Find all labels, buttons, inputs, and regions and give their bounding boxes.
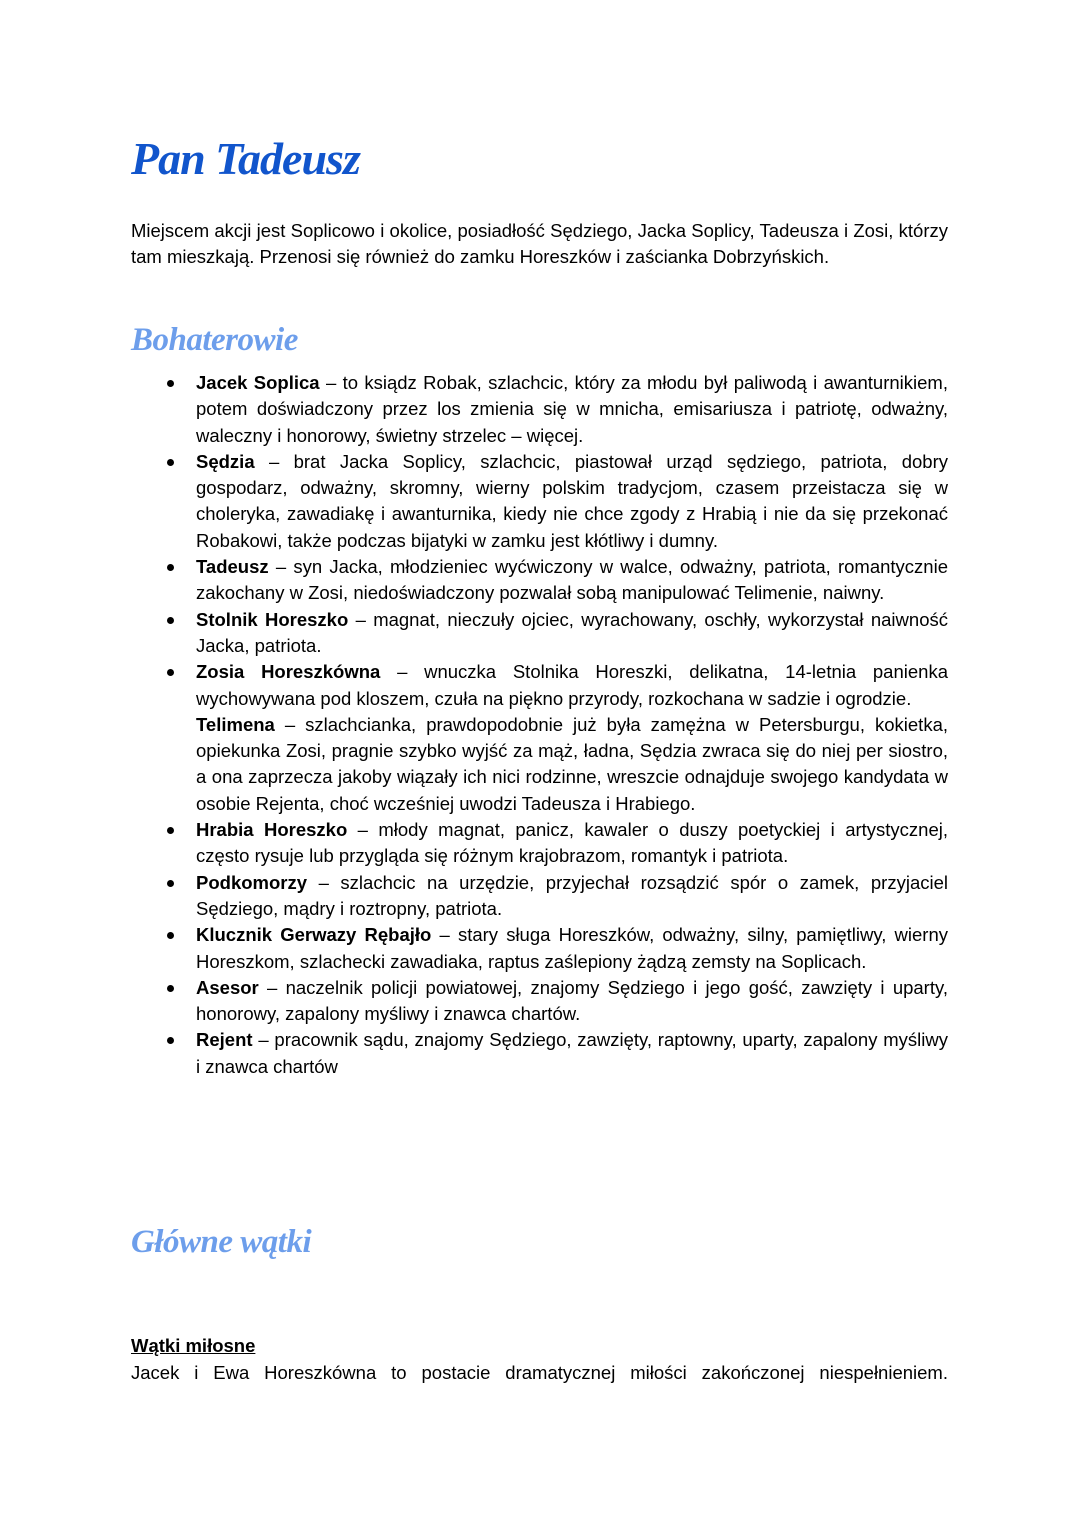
hero-desc: – szlachcianka, prawdopodobnie już była zamężna w Petersburgu, kokietka, opiekunka Zosi, pragnie szybko wyjść za mąż, ładna, Sędzia zwraca się do niej per siostro, a ona zaprzecza jakoby wiązały ich nici rodzinne, wreszcie odnajduje swojego kandydata w osobie Rejenta, choć wcześniej uwodzi Tadeusza i Hrabiego. <box>196 713 948 814</box>
hero-name: Klucznik Gerwazy Rębajło <box>196 924 432 946</box>
list-item <box>131 1027 948 1080</box>
hero-desc: – to ksiądz Robak, szlachcic, który za młodu był paliwodą i awanturnikiem, potem doświadczony przez los zmienia się w mnicha, emisariusza i patriotę, odważny, waleczny i honorowy, świetny strzelec – więcej. <box>196 372 948 446</box>
hero-desc: – pracownik sądu, znajomy Sędziego, zawzięty, raptowny, uparty, zapalony myśliwy i znawca chartów <box>196 1029 948 1077</box>
intro-paragraph: Miejscem akcji jest Soplicowo i okolice, posiadłość Sędziego, Jacka Soplicy, Tadeusza i Zosi, którzy tam mieszkają. Przenosi się również do zamku Horeszków i zaścianka Dobrzyńskich. <box>131 220 948 268</box>
hero-name: Rejent <box>196 1029 253 1051</box>
hero-name: Zosia Horeszkówna <box>196 661 381 683</box>
hero-desc: – brat Jacka Soplicy, szlachcic, piastował urząd sędziego, patriota, dobry gospodarz, odważny, skromny, wierny polskim tradycjom, czasem przeistacza się w choleryka, zawadiakę i awanturnika, kiedy nie chce zgody z Hrabią i nie da się przekonać Robakowi, także podczas bijatyki w zamku jest kłótliwy i dumny. <box>196 450 948 551</box>
list-item <box>131 607 948 660</box>
hero-name: Jacek Soplica <box>196 372 320 393</box>
list-item <box>131 975 948 1028</box>
hero-desc: – magnat, nieczuły ojciec, wyrachowany, oschły, wykorzystał naiwność Jacka, patriota. <box>196 608 948 656</box>
list-item <box>131 449 948 554</box>
hero-name: Sędzia <box>196 450 255 472</box>
hero-desc: – stary sługa Horeszków, odważny, silny, pamiętliwy, wierny Horeszkom, szlachecki zawadiaka, raptus zaślepiony żądzą zemsty na Soplicach. <box>196 924 949 972</box>
threads-heading: Główne wątki <box>131 1224 312 1260</box>
document-title: Pan Tadeusz <box>131 133 360 184</box>
list-item <box>131 370 948 449</box>
hero-name: Hrabia Horeszko <box>196 819 348 841</box>
hero-name: Tadeusz <box>196 556 269 578</box>
hero-name: Telimena <box>196 713 275 735</box>
hero-name: Asesor <box>196 976 259 998</box>
list-item <box>131 554 948 607</box>
hero-desc: – młody magnat, panicz, kawaler o duszy poetyckiej i artystycznej, często rysuje lub przygląda się różnym krajobrazom, romantyk i patriota. <box>196 819 948 867</box>
list-item <box>131 659 948 712</box>
hero-desc: – wnuczka Stolnika Horeszki, delikatna, 14-letnia panienka wychowywana pod kloszem, czuła na piękno przyrody, rozkochana w sadzie i ogrodzie. <box>196 661 948 709</box>
heroes-list <box>131 370 948 1080</box>
love-threads-subheading: Wątki miłosne <box>131 1335 256 1356</box>
list-item <box>131 712 948 817</box>
hero-name: Stolnik Horeszko <box>196 608 349 630</box>
love-threads-paragraph: Jacek i Ewa Horeszkówna to postacie dramatycznej miłości zakończonej niespełnieniem. <box>131 1362 948 1383</box>
hero-desc: – szlachcic na urzędzie, przyjechał rozsądzić spór o zamek, przyjaciel Sędziego, mądry i roztropny, patriota. <box>196 871 948 919</box>
hero-name: Podkomorzy <box>196 871 308 893</box>
list-item <box>131 922 948 975</box>
hero-desc: – syn Jacka, młodzieniec wyćwiczony w walce, odważny, patriota, romantycznie zakochany w Zosi, niedoświadczony pozwalał sobą manipulować Telimenie, naiwny. <box>196 556 948 604</box>
hero-desc: – naczelnik policji powiatowej, znajomy Sędziego i jego gość, zawzięty i uparty, honorowy, zapalony myśliwy i znawca chartów. <box>196 976 948 1025</box>
heroes-heading: Bohaterowie <box>131 322 298 358</box>
list-item <box>131 817 948 870</box>
list-item <box>131 870 948 923</box>
